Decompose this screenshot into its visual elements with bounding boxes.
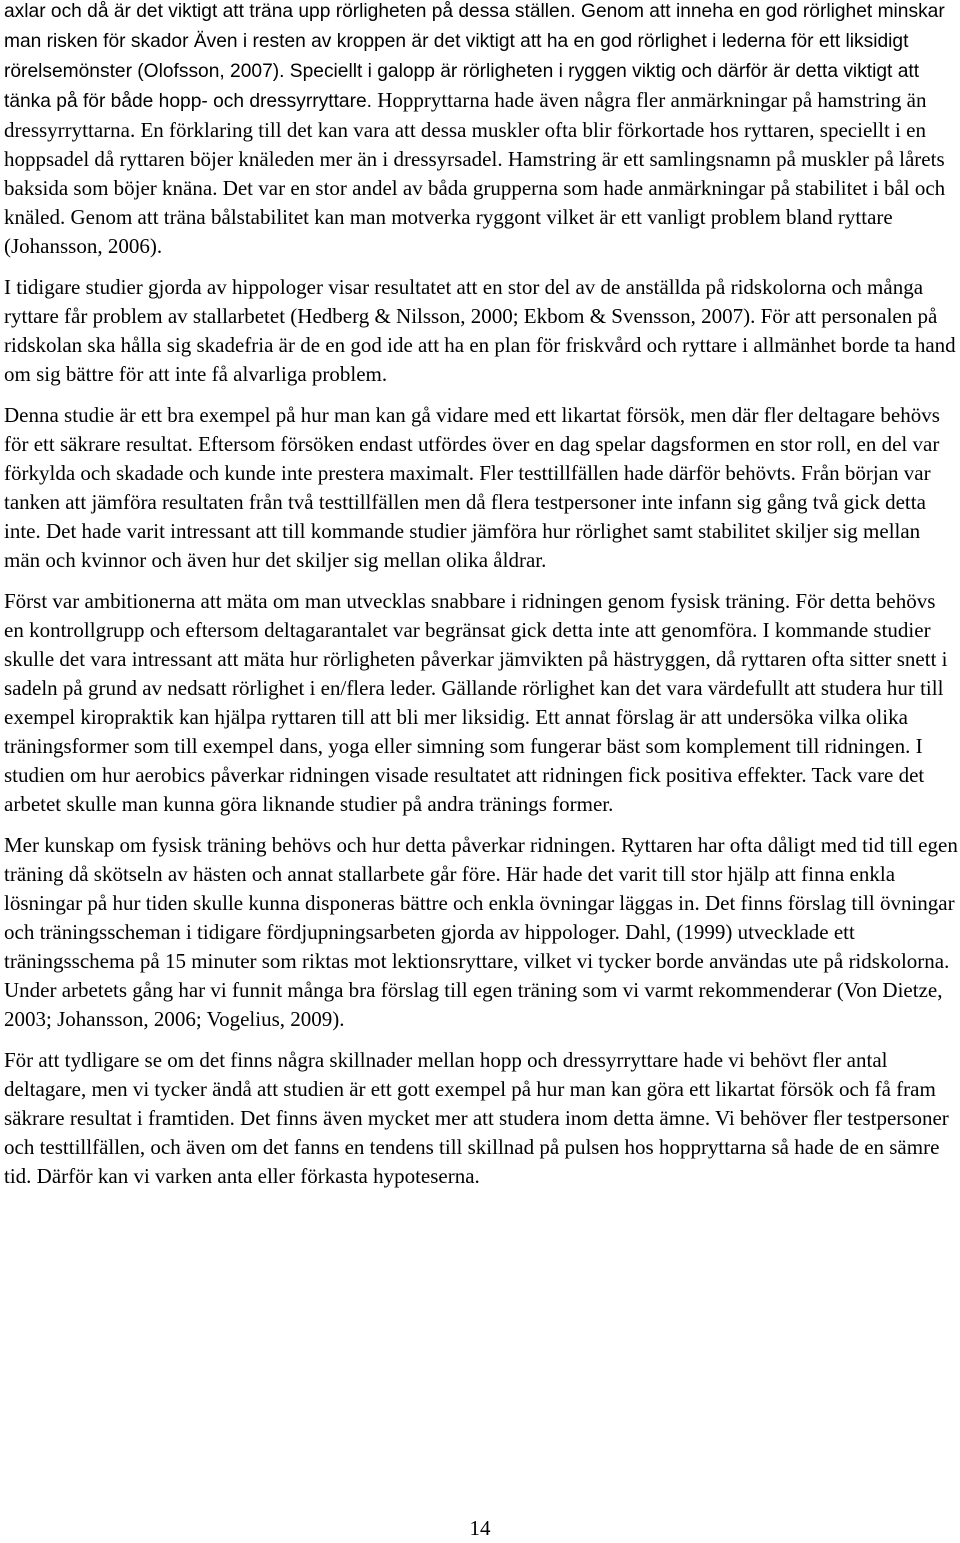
paragraph-5: Mer kunskap om fysisk träning behövs och hur detta påverkar ridningen. Ryttaren har ofta dåligt med tid till egen träning då skötseln av hästen och annat stallarbete går före. Här hade det varit till stor hjälp att finna enkla lösningar på hur tiden skulle kunna disponeras bättre och enkla övningar läggas in. Det finns förslag till övningar och träningsscheman i tidigare fördjupningsarbeten gjorda av hippologer. Dahl, (1999) utvecklade ett träningsschema på 15 minuter som riktas mot lektionsryttare, vilket vi tycker borde användas ute på ridskolorna. Under arbetets gång har vi funnit många bra förslag till egen träning som vi varmt rekommenderar (Von Dietze, 2003; Johansson, 2006; Vogelius, 2009). bbox=[4, 833, 958, 1031]
paragraph-1-serif-text: Hoppryttarna hade även några fler anmärkningar på hamstring än dressyrryttarna. En förklaring till det kan vara att dessa muskler ofta blir förkortade hos ryttaren, speciellt i en hoppsadel då ryttaren böjer knäleden mer än i dressyrsadel. Hamstring är ett samlingsnamn på muskler på lårets baksida som böjer knäna. Det var en stor andel av båda grupperna som hade anmärkningar på stabilitet i bål och knäled. Genom att träna bålstabilitet kan man motverka ryggont vilket är ett vanligt problem bland ryttare (Johansson, 2006). bbox=[4, 88, 946, 258]
paragraph-1 bbox=[4, 0, 958, 261]
paragraph-1-sans-text: axlar och då är det viktigt att träna upp rörligheten på dessa ställen. Genom att inneha en god rörlighet minskar man risken för skador Även i resten av kroppen är det viktigt att ha en god rörlighet i lederna för ett liksidigt rörelsemönster (Olofsson, 2007). Speciellt i galopp är rörligheten i ryggen viktig och därför är detta viktigt att tänka på för både hopp- och dressyrryttare. bbox=[4, 1, 945, 112]
paragraph-3: Denna studie är ett bra exempel på hur man kan gå vidare med ett likartat försök, men där fler deltagare behövs för ett säkrare resultat. Eftersom försöken endast utfördes över en dag spelar dagsformen en stor roll, en del var förkylda och skadade och kunde inte prestera maximalt. Fler testtillfällen hade därför behövts. Från början var tanken att jämföra resultaten från två testtillfällen men då flera testpersoner inte infann sig gång två gick detta inte. Det hade varit intressant att till kommande studier jämföra hur rörlighet samt stabilitet skiljer sig mellan män och kvinnor och även hur det skiljer sig mellan olika åldrar. bbox=[4, 403, 940, 572]
paragraph-4: Först var ambitionerna att mäta om man utvecklas snabbare i ridningen genom fysisk träning. För detta behövs en kontrollgrupp och eftersom deltagarantalet var begränsat gick detta inte att genomföra. I kommande studier skulle det vara intressant att mäta hur rörligheten påverkar jämvikten på hästryggen, då ryttaren ofta sitter snett i sadeln på grund av nedsatt rörlighet i en/flera leder. Gällande rörlighet kan det vara värdefullt att studera hur till exempel kiropraktik kan hjälpa ryttaren till att bli mer liksidig. Ett annat förslag är att undersöka vilka olika träningsformer som till exempel dans, yoga eller simning som fungerar bäst som komplement till ridningen. I studien om hur aerobics påverkar ridningen visade resultatet att ridningen fick positiva effekter. Tack vare det arbetet skulle man kunna göra liknande studier på andra tränings former. bbox=[4, 589, 948, 816]
document-page bbox=[4, 0, 958, 1203]
page-number: 14 bbox=[469, 1516, 491, 1540]
paragraph-2: I tidigare studier gjorda av hippologer visar resultatet att en stor del av de anställda på ridskolorna och många ryttare får problem av stallarbetet (Hedberg & Nilsson, 2000; Ekbom & Svensson, 2007). För att personalen på ridskolan ska hålla sig skadefria är de en god ide att ha en plan för friskvård och ryttare i allmänhet borde ta hand om sig bättre för att inte få alvarliga problem. bbox=[4, 275, 956, 386]
paragraph-6: För att tydligare se om det finns några skillnader mellan hopp och dressyrryttare hade vi behövt fler antal deltagare, men vi tycker ändå att studien är ett gott exempel på hur man kan göra ett likartat försök och få fram säkrare resultat i framtiden. Det finns även mycket mer att studera inom detta ämne. Vi behöver fler testpersoner och testtillfällen, och även om det fanns en tendens till skillnad på pulsen hos hoppryttarna så hade de en sämre tid. Därför kan vi varken anta eller förkasta hypoteserna. bbox=[4, 1048, 949, 1188]
